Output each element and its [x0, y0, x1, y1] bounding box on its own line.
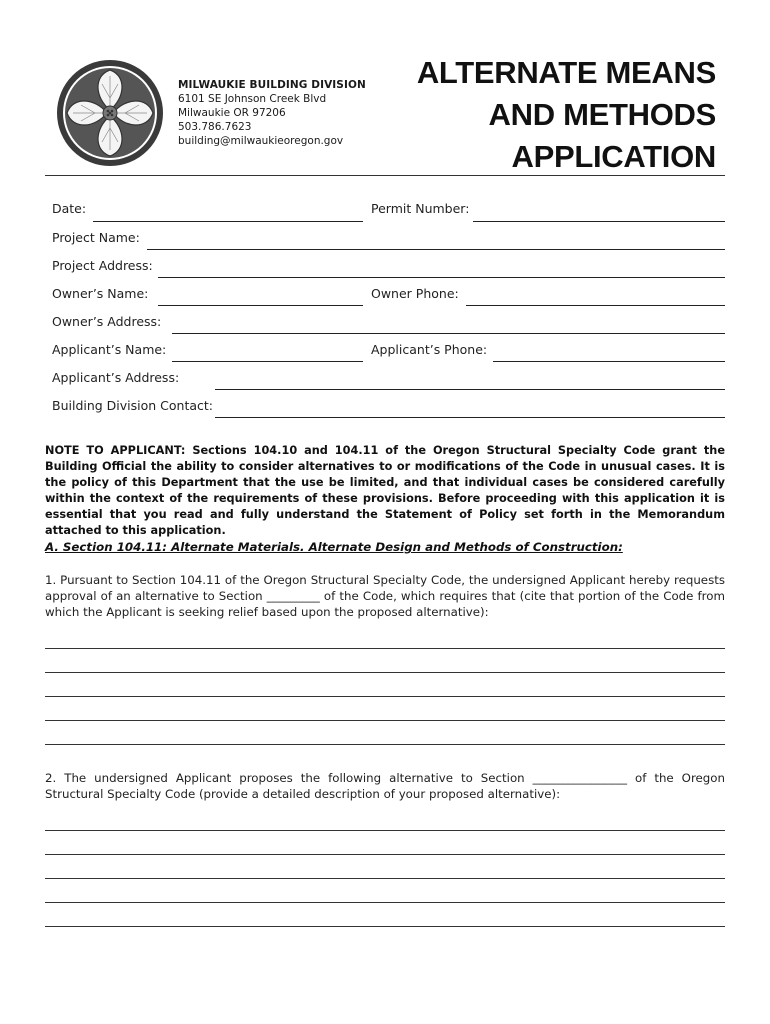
item2-answer-line[interactable] — [45, 878, 725, 879]
page-title — [417, 52, 716, 178]
item2-answer-line[interactable] — [45, 830, 725, 831]
item1-answer-line[interactable] — [45, 696, 725, 697]
address-line2: Milwaukie OR 97206 — [178, 107, 286, 119]
item1-answer-line[interactable] — [45, 672, 725, 673]
phone-number: 503.786.7623 — [178, 121, 252, 133]
item2-answer-line[interactable] — [45, 902, 725, 903]
project-name-field[interactable] — [147, 249, 725, 250]
item1-answer-line[interactable] — [45, 744, 725, 745]
date-field[interactable] — [93, 221, 363, 222]
owner-address-label: Owner’s Address: — [52, 314, 162, 329]
owner-phone-field[interactable] — [466, 305, 725, 306]
dogwood-logo-icon — [55, 58, 165, 168]
email-address: building@milwaukieoregon.gov — [178, 135, 344, 147]
org-name: MILWAUKIE BUILDING DIVISION — [178, 79, 366, 91]
address-line1: 6101 SE Johnson Creek Blvd — [178, 93, 327, 105]
applicant-phone-label: Applicant’s Phone: — [371, 342, 488, 357]
organization-info — [178, 78, 366, 148]
header-divider — [45, 175, 725, 176]
date-label: Date: — [52, 201, 87, 216]
item1-answer-line[interactable] — [45, 648, 725, 649]
owner-address-field[interactable] — [172, 333, 725, 334]
owner-name-label: Owner’s Name: — [52, 286, 149, 301]
title-line1: ALTERNATE MEANS — [416, 55, 716, 90]
project-address-label: Project Address: — [52, 258, 153, 273]
item2-answer-line[interactable] — [45, 854, 725, 855]
owner-phone-label: Owner Phone: — [371, 286, 459, 301]
division-contact-label: Building Division Contact: — [52, 398, 214, 413]
applicant-address-field[interactable] — [215, 389, 725, 390]
applicant-address-label: Applicant’s Address: — [52, 370, 180, 385]
item1-answer-line[interactable] — [45, 720, 725, 721]
project-address-field[interactable] — [158, 277, 725, 278]
applicant-phone-field[interactable] — [493, 361, 725, 362]
title-line2: AND METHODS — [488, 97, 716, 132]
owner-name-field[interactable] — [158, 305, 363, 306]
applicant-name-field[interactable] — [172, 361, 363, 362]
permit-number-field[interactable] — [473, 221, 725, 222]
division-contact-field[interactable] — [215, 417, 725, 418]
section-a-item1: 1. Pursuant to Section 104.11 of the Oregon Structural Specialty Code, the undersigned Applicant hereby requests approval of an alternative to Section _________ of the Code, which requires that (cite that portion of the Code from which the Applicant is seeking relief based upon the proposed alternative): — [45, 573, 725, 619]
note-to-applicant: NOTE TO APPLICANT: Sections 104.10 and 104.11 of the Oregon Structural Specialty Code grant the Building Official the ability to consider alternatives to or modifications of the Code in unusual cases. It is the policy of this Department that the use be limited, and that individual cases be considered carefully within the context of the requirements of these provisions. Before proceeding with this application it is essential that you read and fully understand the Statement of Policy set forth in the Memorandum attached to this application. — [45, 444, 725, 537]
permit-number-label: Permit Number: — [371, 201, 470, 216]
section-a-item2: 2. The undersigned Applicant proposes the following alternative to Section ________________ of the Oregon Structural Specialty Code (provide a detailed description of your proposed alternative): — [45, 771, 725, 801]
applicant-name-label: Applicant’s Name: — [52, 342, 167, 357]
title-line3: APPLICATION — [511, 139, 716, 174]
section-a-heading: A. Section 104.11: Alternate Materials. Alternate Design and Methods of Construction: — [45, 540, 623, 554]
item2-answer-line[interactable] — [45, 926, 725, 927]
project-name-label: Project Name: — [52, 230, 140, 245]
